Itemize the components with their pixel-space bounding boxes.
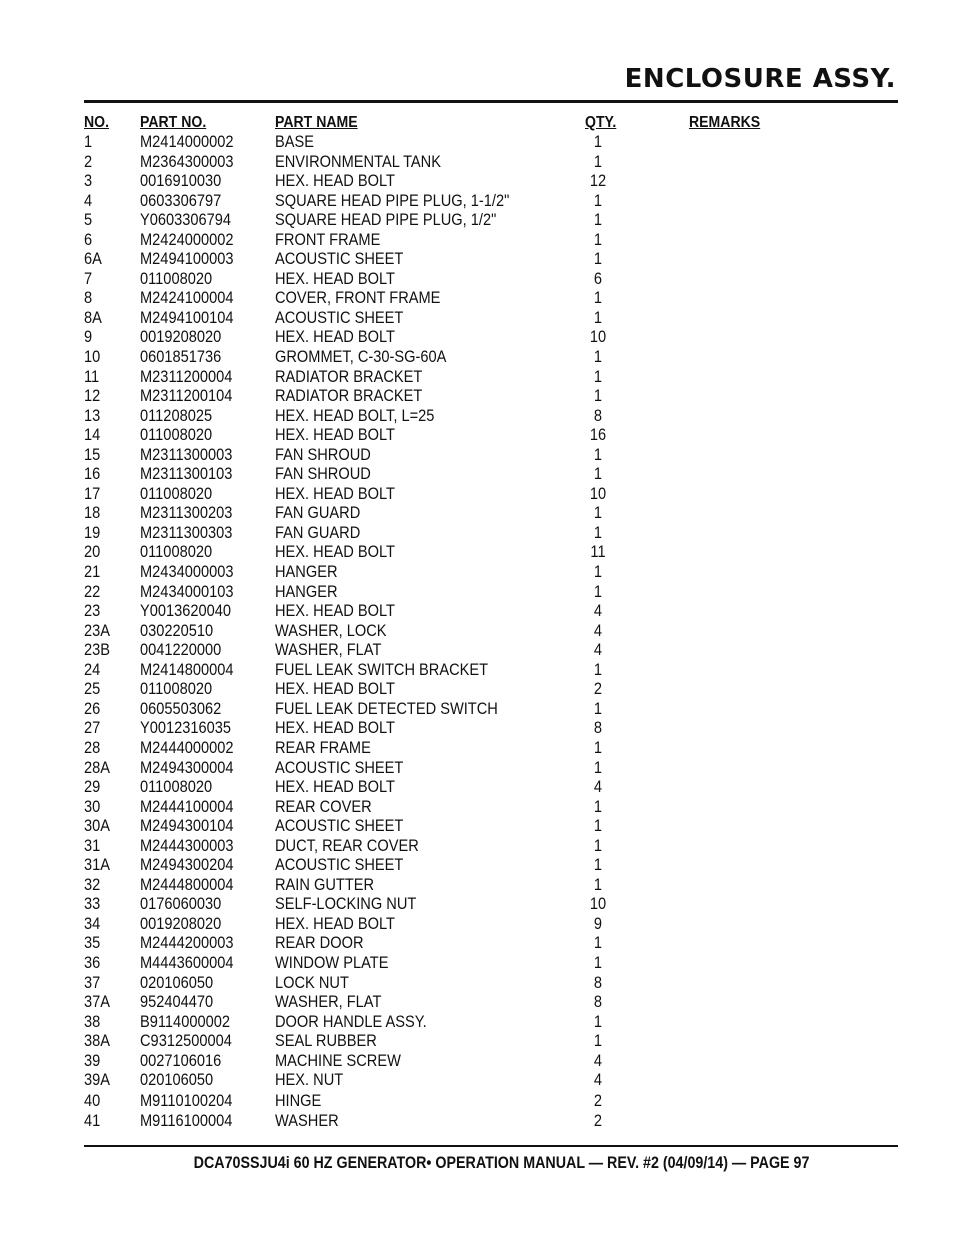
- item-number: 4: [84, 190, 93, 210]
- quantity: 12: [589, 171, 607, 191]
- page-footer: [0, 1153, 954, 1173]
- table-row: [0, 269, 954, 289]
- quantity: 1: [593, 347, 603, 367]
- table-row: [0, 953, 954, 973]
- footer-text: DCA70SSJU4i 60 HZ GENERATOR• OPERATION MANUAL — REV. #2 (04/09/14) — PAGE 97: [194, 1153, 810, 1172]
- part-number: Y0012316035: [140, 718, 232, 738]
- part-number: 0601851736: [140, 347, 222, 367]
- item-number: 33: [84, 894, 101, 914]
- part-number: M2424000002: [140, 229, 234, 249]
- part-name: HANGER: [275, 581, 338, 601]
- part-number: 011008020: [140, 425, 213, 445]
- part-number: M4443600004: [140, 952, 234, 972]
- part-name: SQUARE HEAD PIPE PLUG, 1/2": [275, 210, 497, 230]
- table-row: [0, 542, 954, 562]
- part-name: COVER, FRONT FRAME: [275, 288, 441, 308]
- part-number: 011008020: [140, 268, 213, 288]
- table-row: [0, 816, 954, 836]
- quantity: 1: [593, 288, 603, 308]
- quantity: 1: [593, 816, 603, 836]
- quantity: 8: [593, 405, 603, 425]
- table-row: [0, 758, 954, 778]
- parts-table: [0, 132, 954, 1131]
- page-title: ENCLOSURE ASSY.: [624, 64, 896, 94]
- part-number: 020106050: [140, 972, 214, 992]
- table-row: [0, 1111, 954, 1131]
- part-name: RADIATOR BRACKET: [275, 366, 423, 386]
- part-name: ACOUSTIC SHEET: [275, 307, 404, 327]
- table-row: [0, 777, 954, 797]
- part-number: 952404470: [140, 992, 214, 1012]
- title-rule: [84, 100, 898, 103]
- quantity: 1: [593, 562, 603, 582]
- table-row: [0, 1012, 954, 1032]
- part-number: 011008020: [140, 777, 213, 797]
- table-row: [0, 191, 954, 211]
- quantity: 1: [593, 386, 603, 406]
- part-number: M2311300203: [140, 503, 233, 523]
- part-number: M2444000002: [140, 737, 234, 757]
- quantity: 1: [593, 1031, 603, 1051]
- table-row: [0, 1070, 954, 1090]
- part-name: LOCK NUT: [275, 972, 349, 992]
- table-row: [0, 386, 954, 406]
- quantity: 4: [593, 1050, 603, 1070]
- item-number: 18: [84, 503, 101, 523]
- quantity: 4: [593, 601, 603, 621]
- quantity: 1: [593, 132, 603, 151]
- part-number: 011008020: [140, 483, 213, 503]
- part-name: FRONT FRAME: [275, 229, 381, 249]
- item-number: 32: [84, 874, 101, 894]
- quantity: 1: [593, 366, 603, 386]
- item-number: 24: [84, 659, 101, 679]
- table-row: [0, 718, 954, 738]
- part-number: M9110100204: [140, 1090, 233, 1110]
- item-number: 25: [84, 679, 101, 699]
- table-row: [0, 914, 954, 934]
- table-row: [0, 425, 954, 445]
- item-number: 36: [84, 952, 101, 972]
- part-number: 0019208020: [140, 327, 222, 347]
- part-number: M2424100004: [140, 288, 234, 308]
- quantity: 1: [593, 464, 603, 484]
- table-row: [0, 601, 954, 621]
- part-number: M2311200004: [140, 366, 233, 386]
- item-number: 13: [84, 405, 101, 425]
- quantity: 1: [593, 952, 603, 972]
- item-number: 8: [84, 288, 93, 308]
- item-number: 11: [84, 366, 100, 386]
- part-name: REAR COVER: [275, 796, 372, 816]
- quantity: 1: [593, 757, 603, 777]
- item-number: 23: [84, 601, 101, 621]
- part-name: FUEL LEAK SWITCH BRACKET: [275, 659, 489, 679]
- quantity: 1: [593, 659, 603, 679]
- table-row: [0, 230, 954, 250]
- part-number: 0176060030: [140, 894, 222, 914]
- table-row: [0, 660, 954, 680]
- part-number: 020106050: [140, 1070, 214, 1090]
- part-number: Y0603306794: [140, 210, 232, 230]
- item-number: 39: [84, 1050, 101, 1070]
- part-name: WASHER, FLAT: [275, 992, 382, 1012]
- table-row: [0, 464, 954, 484]
- table-row: [0, 367, 954, 387]
- quantity: 1: [593, 503, 603, 523]
- item-number: 31A: [84, 855, 111, 875]
- quantity: 16: [589, 425, 607, 445]
- part-name: FAN SHROUD: [275, 464, 371, 484]
- table-row: [0, 249, 954, 269]
- part-number: M2444300003: [140, 835, 234, 855]
- part-name: FUEL LEAK DETECTED SWITCH: [275, 698, 498, 718]
- part-number: M2311300303: [140, 522, 233, 542]
- table-row: [0, 582, 954, 602]
- part-number: 011008020: [140, 679, 213, 699]
- table-row: [0, 640, 954, 660]
- quantity: 1: [593, 796, 603, 816]
- part-number: 0016910030: [140, 171, 222, 191]
- part-number: C9312500004: [140, 1031, 232, 1051]
- part-name: SELF-LOCKING NUT: [275, 894, 417, 914]
- part-number: M2494300204: [140, 855, 234, 875]
- quantity: 10: [589, 327, 607, 347]
- table-row: [0, 406, 954, 426]
- part-name: WASHER: [275, 1111, 339, 1131]
- part-name: WASHER, FLAT: [275, 640, 382, 660]
- part-number: Y0013620040: [140, 601, 232, 621]
- part-name: HEX. HEAD BOLT: [275, 679, 395, 699]
- quantity: 1: [593, 210, 603, 230]
- part-number: M2414000002: [140, 132, 234, 151]
- item-number: 37A: [84, 992, 111, 1012]
- item-number: 12: [84, 386, 101, 406]
- item-number: 3: [84, 171, 93, 191]
- item-number: 28A: [84, 757, 111, 777]
- part-name: DOOR HANDLE ASSY.: [275, 1011, 427, 1031]
- quantity: 10: [589, 894, 607, 914]
- footer-rule: [84, 1145, 898, 1147]
- part-name: REAR FRAME: [275, 737, 371, 757]
- quantity: 1: [593, 249, 603, 269]
- part-number: M2311300103: [140, 464, 233, 484]
- item-number: 21: [84, 562, 101, 582]
- part-number: 011008020: [140, 542, 213, 562]
- table-row: [0, 1091, 954, 1111]
- part-name: HEX. HEAD BOLT: [275, 327, 395, 347]
- part-number: M2414800004: [140, 659, 234, 679]
- part-name: HEX. HEAD BOLT: [275, 425, 395, 445]
- quantity: 4: [593, 1070, 603, 1090]
- quantity: 1: [593, 855, 603, 875]
- item-number: 29: [84, 777, 101, 797]
- item-number: 16: [84, 464, 101, 484]
- part-name: HEX. HEAD BOLT: [275, 913, 395, 933]
- table-row: [0, 288, 954, 308]
- table-row: [0, 973, 954, 993]
- part-name: BASE: [275, 132, 315, 151]
- part-name: HEX. HEAD BOLT: [275, 601, 395, 621]
- quantity: 1: [593, 737, 603, 757]
- item-number: 27: [84, 718, 101, 738]
- part-name: ACOUSTIC SHEET: [275, 816, 404, 836]
- part-number: M2444100004: [140, 796, 234, 816]
- item-number: 40: [84, 1090, 101, 1110]
- header-remarks: REMARKS: [689, 114, 761, 131]
- item-number: 14: [84, 425, 101, 445]
- table-row: [0, 562, 954, 582]
- table-row: [0, 152, 954, 172]
- part-number: 0041220000: [140, 640, 222, 660]
- item-number: 22: [84, 581, 101, 601]
- item-number: 1: [84, 132, 93, 151]
- table-row: [0, 621, 954, 641]
- part-name: HEX. HEAD BOLT, L=25: [275, 405, 435, 425]
- item-number: 6A: [84, 249, 102, 269]
- table-row: [0, 836, 954, 856]
- table-row: [0, 210, 954, 230]
- part-number: 011208025: [140, 405, 213, 425]
- part-name: HEX. HEAD BOLT: [275, 268, 395, 288]
- part-name: HEX. HEAD BOLT: [275, 718, 395, 738]
- part-name: HINGE: [275, 1090, 322, 1110]
- table-row: [0, 523, 954, 543]
- header-part-no: PART NO.: [140, 114, 207, 131]
- item-number: 30A: [84, 816, 111, 836]
- part-name: RAIN GUTTER: [275, 874, 375, 894]
- table-row: [0, 484, 954, 504]
- table-row: [0, 699, 954, 719]
- item-number: 9: [84, 327, 93, 347]
- part-name: HEX. HEAD BOLT: [275, 483, 395, 503]
- quantity: 8: [593, 972, 603, 992]
- item-number: 19: [84, 522, 101, 542]
- part-number: M2494100003: [140, 249, 234, 269]
- table-row: [0, 992, 954, 1012]
- quantity: 1: [593, 444, 603, 464]
- quantity: 1: [593, 229, 603, 249]
- item-number: 39A: [84, 1070, 111, 1090]
- item-number: 17: [84, 483, 101, 503]
- part-name: ACOUSTIC SHEET: [275, 249, 404, 269]
- quantity: 2: [593, 1090, 603, 1110]
- part-number: M2434000103: [140, 581, 234, 601]
- part-name: HEX. NUT: [275, 1070, 344, 1090]
- item-number: 30: [84, 796, 101, 816]
- quantity: 8: [593, 718, 603, 738]
- part-name: FAN GUARD: [275, 503, 361, 523]
- part-name: RADIATOR BRACKET: [275, 386, 423, 406]
- table-row: [0, 132, 954, 152]
- quantity: 2: [593, 1111, 603, 1131]
- part-number: 0019208020: [140, 913, 222, 933]
- item-number: 8A: [84, 307, 102, 327]
- item-number: 15: [84, 444, 101, 464]
- table-row: [0, 327, 954, 347]
- part-number: M2311300003: [140, 444, 233, 464]
- part-name: FAN GUARD: [275, 522, 361, 542]
- table-row: [0, 738, 954, 758]
- table-row: [0, 855, 954, 875]
- quantity: 1: [593, 933, 603, 953]
- part-number: M2494100104: [140, 307, 234, 327]
- header-qty: QTY.: [585, 114, 617, 131]
- table-row: [0, 308, 954, 328]
- item-number: 7: [84, 268, 93, 288]
- part-name: HEX. HEAD BOLT: [275, 777, 395, 797]
- item-number: 10: [84, 347, 101, 367]
- item-number: 23B: [84, 640, 111, 660]
- part-number: M2494300104: [140, 816, 234, 836]
- quantity: 1: [593, 581, 603, 601]
- part-name: REAR DOOR: [275, 933, 364, 953]
- quantity: 10: [589, 483, 607, 503]
- item-number: 31: [84, 835, 101, 855]
- part-name: ENVIRONMENTAL TANK: [275, 151, 441, 171]
- quantity: 1: [593, 1011, 603, 1031]
- quantity: 11: [590, 542, 606, 562]
- quantity: 4: [593, 620, 603, 640]
- item-number: 41: [84, 1111, 101, 1131]
- part-name: ACOUSTIC SHEET: [275, 855, 404, 875]
- quantity: 2: [593, 679, 603, 699]
- item-number: 26: [84, 698, 101, 718]
- part-name: WINDOW PLATE: [275, 952, 389, 972]
- item-number: 23A: [84, 620, 111, 640]
- part-number: M2311200104: [140, 386, 233, 406]
- table-row: [0, 445, 954, 465]
- part-number: M2434000003: [140, 562, 234, 582]
- quantity: 1: [593, 307, 603, 327]
- item-number: 6: [84, 229, 93, 249]
- item-number: 38A: [84, 1031, 111, 1051]
- part-name: WASHER, LOCK: [275, 620, 387, 640]
- part-name: HEX. HEAD BOLT: [275, 171, 395, 191]
- table-row: [0, 503, 954, 523]
- part-number: 0603306797: [140, 190, 222, 210]
- item-number: 37: [84, 972, 101, 992]
- table-row: [0, 894, 954, 914]
- table-row: [0, 1051, 954, 1071]
- part-name: ACOUSTIC SHEET: [275, 757, 404, 777]
- part-name: MACHINE SCREW: [275, 1050, 401, 1070]
- part-name: SEAL RUBBER: [275, 1031, 377, 1051]
- part-name: SQUARE HEAD PIPE PLUG, 1-1/2": [275, 190, 510, 210]
- item-number: 38: [84, 1011, 101, 1031]
- part-number: M2444200003: [140, 933, 234, 953]
- quantity: 4: [593, 640, 603, 660]
- part-number: 0027106016: [140, 1050, 222, 1070]
- part-number: 030220510: [140, 620, 214, 640]
- item-number: 2: [84, 151, 93, 171]
- quantity: 1: [593, 190, 603, 210]
- header-part-name: PART NAME: [275, 114, 358, 131]
- quantity: 8: [593, 992, 603, 1012]
- part-number: M2364300003: [140, 151, 234, 171]
- part-number: B9114000002: [140, 1011, 230, 1031]
- quantity: 1: [593, 874, 603, 894]
- quantity: 1: [593, 835, 603, 855]
- item-number: 35: [84, 933, 101, 953]
- table-row: [0, 347, 954, 367]
- table-row: [0, 875, 954, 895]
- item-number: 20: [84, 542, 101, 562]
- table-row: [0, 1031, 954, 1051]
- part-name: HANGER: [275, 562, 338, 582]
- quantity: 1: [593, 698, 603, 718]
- item-number: 5: [84, 210, 93, 230]
- table-row: [0, 679, 954, 699]
- table-row: [0, 933, 954, 953]
- part-number: M2444800004: [140, 874, 234, 894]
- header-no: NO.: [84, 114, 110, 131]
- part-name: HEX. HEAD BOLT: [275, 542, 395, 562]
- part-number: M2494300004: [140, 757, 234, 777]
- part-name: FAN SHROUD: [275, 444, 371, 464]
- part-name: DUCT, REAR COVER: [275, 835, 419, 855]
- item-number: 28: [84, 737, 101, 757]
- table-row: [0, 171, 954, 191]
- table-row: [0, 797, 954, 817]
- quantity: 9: [593, 913, 603, 933]
- quantity: 4: [593, 777, 603, 797]
- part-number: M9116100004: [140, 1111, 233, 1131]
- quantity: 6: [593, 268, 603, 288]
- part-name: GROMMET, C-30-SG-60A: [275, 347, 447, 367]
- quantity: 1: [593, 151, 603, 171]
- item-number: 34: [84, 913, 101, 933]
- quantity: 1: [593, 522, 603, 542]
- part-number: 0605503062: [140, 698, 222, 718]
